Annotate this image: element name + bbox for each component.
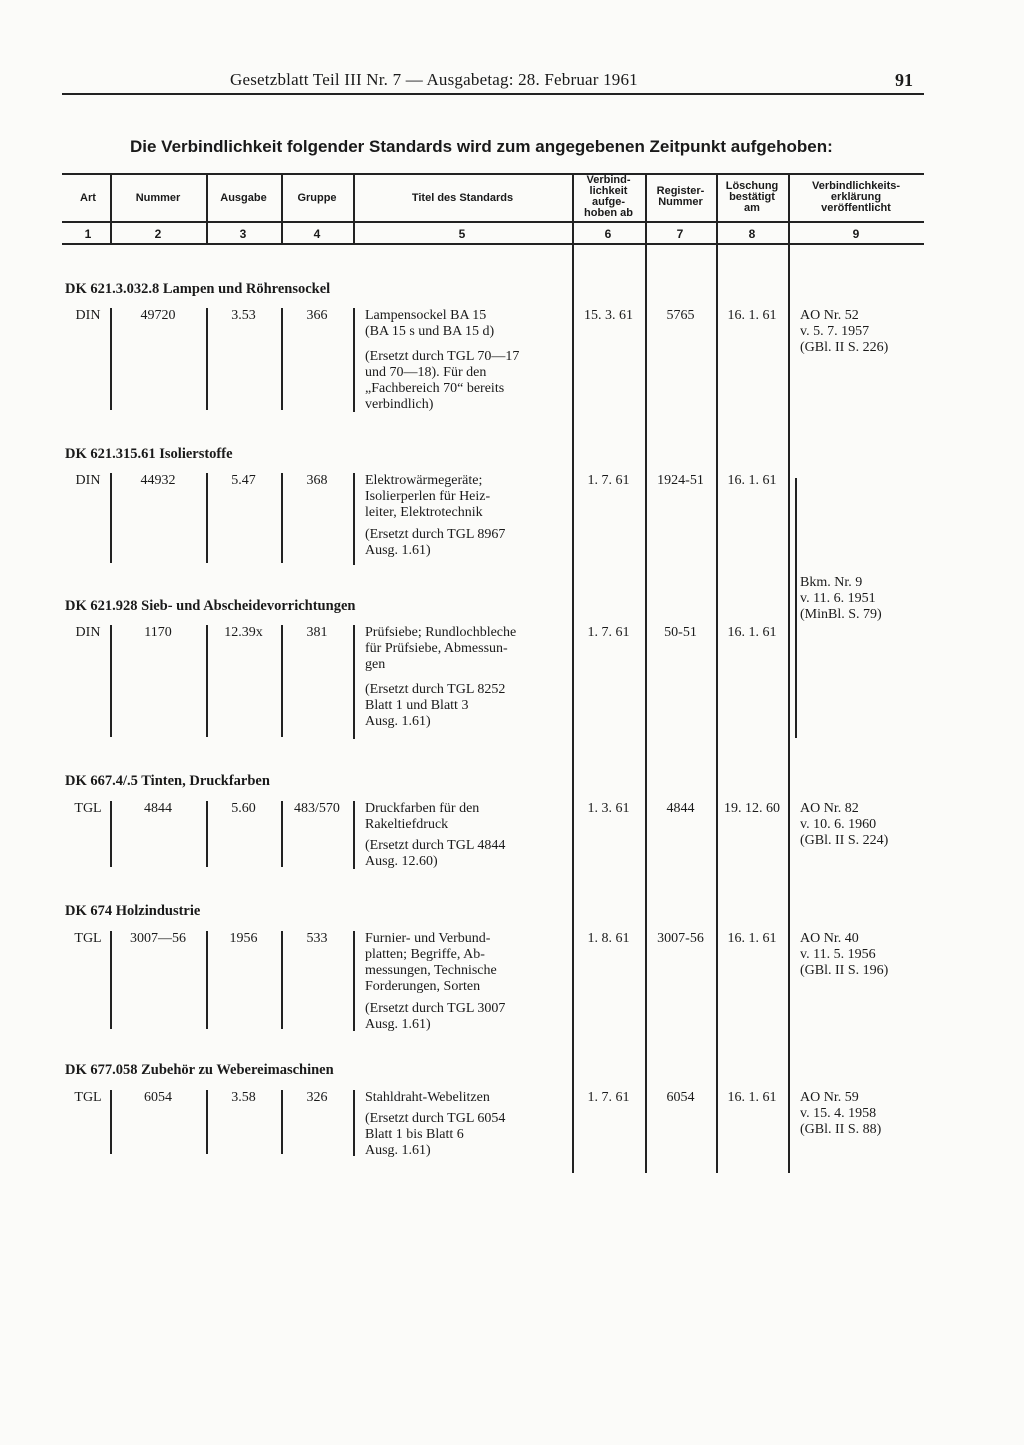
entry-reference-line: AO Nr. 82: [800, 801, 859, 816]
column-number: 1: [84, 227, 92, 241]
running-header: Gesetzblatt Teil III Nr. 7 — Ausgabetag: 28. Februar 1961: [230, 70, 638, 89]
row-divider: [110, 931, 112, 1029]
row-divider: [281, 931, 283, 1029]
entry-reference-line: (GBl. II S. 224): [800, 833, 889, 848]
header-ausgabe: Ausgabe: [220, 192, 267, 204]
entry-title-line: (BA 15 s und BA 15 d): [365, 324, 495, 339]
entry-replaced-line: (Ersetzt durch TGL 6054: [365, 1111, 506, 1126]
entry-reference-line: (GBl. II S. 226): [800, 340, 889, 355]
entry-title-line: Furnier- und Verbund-: [365, 931, 491, 946]
header-erklaerung-line: Verbindlichkeits-: [811, 180, 901, 192]
entry-ausgabe: 5.47: [231, 473, 256, 488]
header-loeschung: [716, 181, 788, 214]
entry-art: TGL: [74, 801, 102, 816]
entry-loeschung: 16. 1. 61: [727, 473, 777, 488]
entry-register: 5765: [666, 308, 695, 323]
row-divider: [353, 308, 355, 412]
entry-art: TGL: [74, 931, 102, 946]
row-divider: [281, 1090, 283, 1154]
entry-replaced-line: Ausg. 1.61): [365, 543, 431, 558]
entry-replaced-line: verbindlich): [365, 397, 434, 412]
entry-nummer: 3007—56: [130, 931, 186, 946]
header-erklaerung: [788, 181, 924, 214]
header-bottom-rule: [62, 221, 924, 223]
entry-replaced-line: Ausg. 12.60): [365, 854, 438, 869]
entry-title-line: platten; Begriffe, Ab-: [365, 947, 485, 962]
entry-title-line: messungen, Technische: [365, 963, 497, 978]
column-number: 8: [748, 227, 756, 241]
header-verbindlichkeit-line: hoben ab: [584, 207, 633, 219]
entry-register: 6054: [666, 1090, 695, 1105]
row-divider: [110, 1090, 112, 1154]
entry-loeschung: 16. 1. 61: [727, 625, 777, 640]
entry-title-line: Elektrowärmegeräte;: [365, 473, 483, 488]
entry-replaced-line: Blatt 1 und Blatt 3: [365, 698, 469, 713]
column-number: 7: [676, 227, 684, 241]
entry-replaced-line: und 70—18). Für den: [365, 365, 487, 380]
entry-loeschung: 16. 1. 61: [727, 1090, 777, 1105]
entry-replaced-line: Ausg. 1.61): [365, 1017, 431, 1032]
entry-ausgabe: 1956: [229, 931, 258, 946]
entry-replaced-line: „Fachbereich 70“ bereits: [365, 381, 505, 396]
entry-reference-line: (GBl. II S. 196): [800, 963, 889, 978]
entry-title-line: Stahldraht-Webelitzen: [365, 1090, 490, 1105]
header-loeschung-line: am: [744, 202, 760, 214]
entry-replaced-line: Ausg. 1.61): [365, 1143, 431, 1158]
entry-art: DIN: [75, 625, 101, 640]
entry-aufgehoben: 1. 8. 61: [587, 931, 630, 946]
header-register-line: Register-: [656, 185, 705, 197]
entry-register: 4844: [666, 801, 695, 816]
reference-bracket: [795, 478, 797, 738]
entry-loeschung: 16. 1. 61: [727, 308, 777, 323]
entry-title-line: Forderungen, Sorten: [365, 979, 481, 994]
colnum-bottom-rule: [62, 243, 924, 245]
entry-reference-line: AO Nr. 40: [800, 931, 859, 946]
shared-reference-line: Bkm. Nr. 9: [800, 575, 863, 590]
col-divider: [110, 173, 112, 243]
entry-title-line: gen: [365, 657, 386, 672]
entry-register: 1924-51: [657, 473, 704, 488]
shared-reference-line: v. 11. 6. 1951: [800, 591, 876, 606]
page-number: 91: [895, 70, 913, 90]
row-divider: [281, 625, 283, 737]
section-heading: DK 667.4/.5 Tinten, Druckfarben: [65, 773, 270, 789]
entry-reference-line: v. 10. 6. 1960: [800, 817, 877, 832]
entry-reference-line: AO Nr. 59: [800, 1090, 859, 1105]
row-divider: [110, 308, 112, 410]
entry-replaced-line: Blatt 1 bis Blatt 6: [365, 1127, 464, 1142]
entry-reference-line: AO Nr. 52: [800, 308, 859, 323]
header-erklaerung-line: veröffentlicht: [821, 202, 891, 214]
column-number: 2: [154, 227, 162, 241]
row-divider: [206, 625, 208, 737]
entry-nummer: 49720: [140, 308, 176, 323]
header-verbindlichkeit-line: aufge-: [592, 196, 625, 208]
row-divider: [206, 308, 208, 410]
entry-ausgabe: 5.60: [231, 801, 256, 816]
entry-replaced-line: (Ersetzt durch TGL 70—17: [365, 349, 520, 364]
entry-reference-line: v. 15. 4. 1958: [800, 1106, 877, 1121]
row-divider: [206, 931, 208, 1029]
entry-gruppe: 368: [306, 473, 328, 488]
entry-replaced-line: Ausg. 1.61): [365, 714, 431, 729]
entry-replaced-line: (Ersetzt durch TGL 8967: [365, 527, 506, 542]
row-divider: [110, 801, 112, 867]
header-register: [645, 186, 716, 208]
entry-title-line: Druckfarben für den: [365, 801, 480, 816]
entry-art: DIN: [75, 308, 101, 323]
header-art: Art: [80, 192, 96, 204]
entry-nummer: 1170: [144, 625, 172, 640]
column-number: 6: [604, 227, 612, 241]
section-heading: DK 621.928 Sieb- und Abscheidevorrichtungen: [65, 598, 356, 614]
entry-title-line: leiter, Elektrotechnik: [365, 505, 483, 520]
entry-title-line: für Prüfsiebe, Abmessun-: [365, 641, 508, 656]
row-divider: [353, 625, 355, 739]
column-number: 5: [458, 227, 466, 241]
row-divider: [281, 801, 283, 867]
header-loeschung-line: bestätigt: [729, 191, 775, 203]
entry-reference-line: v. 5. 7. 1957: [800, 324, 870, 339]
entry-replaced-line: (Ersetzt durch TGL 4844: [365, 838, 506, 853]
shared-reference-line: (MinBl. S. 79): [800, 607, 882, 622]
section-heading: DK 677.058 Zubehör zu Webereimaschinen: [65, 1062, 334, 1078]
row-divider: [206, 801, 208, 867]
column-number: 3: [239, 227, 247, 241]
entry-title-line: Isolierperlen für Heiz-: [365, 489, 491, 504]
section-heading: DK 621.3.032.8 Lampen und Röhrensockel: [65, 281, 331, 297]
entry-gruppe: 366: [306, 308, 328, 323]
col-divider: [353, 173, 355, 243]
row-divider: [353, 931, 355, 1031]
entry-loeschung: 16. 1. 61: [727, 931, 777, 946]
row-divider: [206, 1090, 208, 1154]
entry-ausgabe: 3.53: [231, 308, 256, 323]
row-divider: [353, 801, 355, 869]
entry-gruppe: 533: [306, 931, 328, 946]
section-heading: DK 674 Holzindustrie: [65, 903, 201, 919]
entry-title-line: Rakeltiefdruck: [365, 817, 449, 832]
header-verbindlichkeit-line: lichkeit: [589, 185, 628, 197]
entry-title-line: Prüfsiebe; Rundlochbleche: [365, 625, 517, 640]
entry-aufgehoben: 1. 7. 61: [587, 625, 630, 640]
entry-gruppe: 483/570: [294, 801, 340, 816]
entry-gruppe: 326: [306, 1090, 328, 1105]
entry-loeschung: 19. 12. 60: [724, 801, 780, 816]
section-heading: DK 621.315.61 Isolierstoffe: [65, 446, 233, 462]
entry-reference-line: v. 11. 5. 1956: [800, 947, 876, 962]
row-divider: [353, 473, 355, 565]
header-verbindlichkeit-line: Verbind-: [586, 174, 631, 186]
entry-art: DIN: [75, 473, 101, 488]
entry-aufgehoben: 1. 7. 61: [587, 473, 630, 488]
entry-register: 50-51: [664, 625, 697, 640]
entry-aufgehoben: 1. 7. 61: [587, 1090, 630, 1105]
entry-register: 3007-56: [657, 931, 704, 946]
page-title: Die Verbindlichkeit folgender Standards wird zum angegebenen Zeitpunkt aufgehoben:: [130, 137, 833, 156]
entry-replaced-line: (Ersetzt durch TGL 8252: [365, 682, 506, 697]
entry-gruppe: 381: [306, 625, 328, 640]
column-number: 4: [313, 227, 321, 241]
row-divider: [110, 473, 112, 563]
col-divider: [788, 173, 790, 1173]
col-divider: [281, 173, 283, 243]
header-erklaerung-line: erklärung: [830, 191, 882, 203]
entry-reference-line: (GBl. II S. 88): [800, 1122, 882, 1137]
entry-nummer: 6054: [144, 1090, 172, 1105]
header-nummer: Nummer: [135, 192, 181, 204]
header-gruppe: Gruppe: [297, 192, 337, 204]
row-divider: [353, 1090, 355, 1156]
entry-ausgabe: 3.58: [231, 1090, 256, 1105]
entry-title-line: Lampensockel BA 15: [365, 308, 487, 323]
entry-replaced-line: (Ersetzt durch TGL 3007: [365, 1001, 506, 1016]
row-divider: [206, 473, 208, 563]
row-divider: [281, 473, 283, 563]
entry-art: TGL: [74, 1090, 102, 1105]
header-register-line: Nummer: [658, 196, 703, 208]
entry-aufgehoben: 15. 3. 61: [584, 308, 633, 323]
header-verbindlichkeit: [572, 175, 645, 219]
entry-ausgabe: 12.39x: [224, 625, 263, 640]
row-divider: [281, 308, 283, 410]
col-divider: [206, 173, 208, 243]
entry-nummer: 44932: [140, 473, 176, 488]
entry-nummer: 4844: [144, 801, 172, 816]
header-titel: Titel des Standards: [411, 192, 514, 204]
row-divider: [110, 625, 112, 737]
header-rule: [62, 93, 924, 95]
header-loeschung-line: Löschung: [725, 180, 779, 192]
entry-aufgehoben: 1. 3. 61: [587, 801, 630, 816]
table-top-rule: [62, 173, 924, 175]
column-number: 9: [852, 227, 860, 241]
